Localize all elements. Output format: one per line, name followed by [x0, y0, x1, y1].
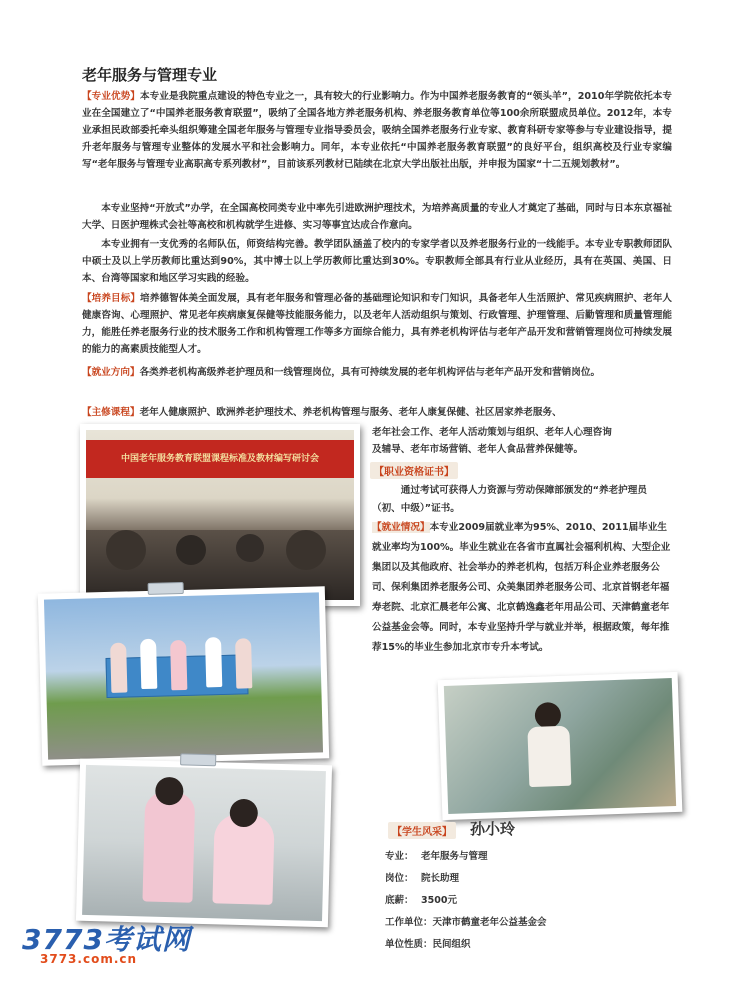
advantage-paragraph-2 [82, 200, 672, 234]
courses-line-2: 老年社会工作、老年人活动策划与组织、老年人心理咨询 [372, 427, 612, 438]
profile-value: 院长助理 [421, 873, 460, 884]
profile-row [385, 934, 685, 956]
profile-value: 3500元 [421, 895, 457, 906]
courses-continuation [372, 424, 672, 458]
advantage-paragraph-1 [82, 88, 672, 173]
employment-text: 本专业2009届就业率为95%、2010、2011届毕业生就业率均为100%。毕业生就业在各省市直属社会福利机构、大型企业集团以及其他政府、社会举办的养老机构，包括万科企业养老服务公司、保利集团养老服务公司、众美集团养老服务公司、北京首钢老年福寿老院、北京汇晨老年公寓、北京鹤逸鑫老年用品公司、天津鹤童老年公益基金会等。同时，本专业坚持升学与就业并举，根据政策，每年推荐15%的毕业生参加北京市专升本考试。 [372, 522, 671, 653]
certificate-tag: 【职业资格证书】 [370, 462, 458, 479]
courses-line-3: 及辅导、老年市场营销、老年人食品营养保健等。 [372, 444, 584, 455]
courses-line-1: 老年人健康照护、欧洲养老护理技术、养老机构管理与服务、老年人康复保健、社区居家养老服务、 [139, 407, 562, 418]
profile-value: 天津市鹤童老年公益基金会 [432, 917, 547, 928]
meeting-banner: 中国老年服务教育联盟课程标准及教材编写研讨会 [86, 440, 354, 478]
direction-text: 各类养老机构高级养老护理员和一线管理岗位，具有可持续发展的老年机构评估与老年产品开发和营销岗位。 [139, 367, 601, 378]
courses-tag: 【主修课程】 [82, 407, 140, 418]
profile-row [385, 868, 685, 890]
goal-text: 培养德智体美全面发展，具有老年服务和管理必备的基础理论知识和专门知识，具备老年人生活照护、常见疾病照护、老年人健康咨询、心理照护、常见老年疾病康复保健等技能服务能力，以及老年人活动组织与策划、行政管理、护理管理、后勤管理和质量管理能力，能胜任养老服务行业的技术服务工作和机构管理工作等多方面综合能力，具有养老机构评估与老年产品开发和营销管理岗位可持续发展的能力的高素质技能型人才。 [82, 293, 673, 355]
profile-key: 岗位： [385, 873, 414, 884]
student-signature: 孙小玲 [470, 820, 516, 838]
profile-key: 底薪： [385, 895, 414, 906]
employment-tag: 【就业情况】 [372, 522, 430, 533]
student-photo [438, 672, 683, 820]
profile-key: 工作单位： [385, 917, 433, 928]
group-photo [38, 586, 329, 765]
courses-paragraph [82, 404, 672, 421]
advantage-text-1: 本专业是我院重点建设的特色专业之一，具有较大的行业影响力。作为中国养老服务教育的“领头羊”，2010年学院依托本专业在全国建立了“中国养老服务教育联盟”，吸纳了全国各地方养老服务机构、养老服务教育单位等100余所联盟成员单位。2012年，本专业承担民政部委托牵头组织筹建全国老年服务与管理专业指导委员会，吸纳全国养老服务行业专家、教育科研专家等参与专业建设指导，提升老年服务与管理专业整体的发展水平和社会影响力。同年，本专业依托“中国养老服务教育联盟”的良好平台，组织高校及行业专家编写“老年服务与管理专业高职高专系列教材”，目前该系列教材已陆续在北京大学出版社出版，并申报为国家“十二五规划教材”。 [82, 91, 673, 170]
advantage-tag: 【专业优势】 [82, 91, 140, 102]
meeting-photo [80, 424, 360, 606]
advantage-text-3: 本专业拥有一支优秀的名师队伍，师资结构完善。教学团队涵盖了校内的专家学者以及养老服务行业的一线能手。本专业专职教师团队中硕士及以上学历教师比重达到90%，其中博士以上学历教师比重达到30%。专职教师全部具有行业从业经历，具有在英国、美国、日本、台湾等国家和地区学习实践的经验。 [82, 239, 672, 284]
nursing-photo [76, 759, 332, 928]
profile-value: 老年服务与管理 [421, 851, 488, 862]
profile-row [385, 890, 685, 912]
profile-value: 民间组织 [432, 939, 471, 950]
advantage-text-2: 本专业坚持“开放式”办学，在全国高校同类专业中率先引进欧洲护理技术，为培养高质量的专业人才奠定了基础，同时与日本东京福祉大学、日医护理株式会社等高校和机构就学生进修、实习等事宜达成合作意向。 [82, 203, 672, 231]
photo-clip [180, 753, 216, 766]
profile-row [385, 846, 685, 868]
goal-paragraph [82, 290, 672, 358]
profile-tag: 【学生风采】 [388, 822, 456, 839]
site-url: 3773.com.cn [40, 952, 138, 966]
certificate-text: 通过考试可获得人力资源与劳动保障部颁发的“养老护理员（初、中级）”证书。 [372, 485, 647, 514]
photo-clip [148, 582, 184, 595]
page-title: 老年服务与管理专业 [82, 66, 218, 84]
direction-tag: 【就业方向】 [82, 367, 140, 378]
profile-row [385, 912, 685, 934]
direction-paragraph [82, 364, 672, 381]
advantage-paragraph-3 [82, 236, 672, 287]
profile-key: 专业： [385, 851, 414, 862]
profile-list [385, 846, 685, 956]
employment-paragraph [372, 518, 672, 658]
profile-key: 单位性质： [385, 939, 433, 950]
goal-tag: 【培养目标】 [82, 293, 141, 304]
site-logo: 3773考试网 [22, 923, 191, 956]
